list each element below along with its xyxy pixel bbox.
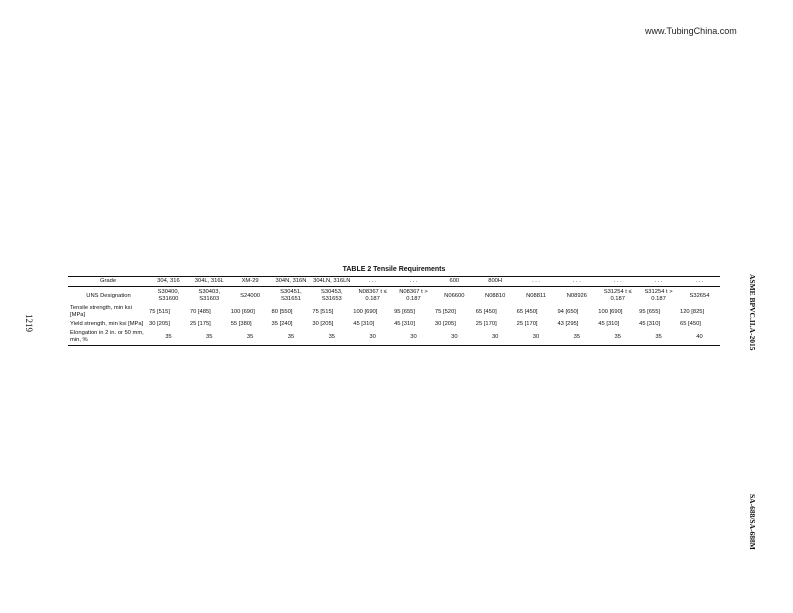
table-cell: 35 (287, 333, 295, 340)
table-cell: 30 [205] (434, 321, 456, 327)
table-cell: 45 [310] (639, 321, 661, 327)
table-cell: 35 (165, 333, 172, 340)
grade-cell: . . . (572, 278, 581, 284)
grade-cell: . . . (409, 278, 418, 284)
table-cell: 30 [205] (149, 321, 170, 327)
grade-cell: . . . (654, 278, 663, 284)
table-cell: S32654 (689, 292, 710, 299)
table-cell: S30451, S31651 (280, 289, 302, 302)
table-cell: 35 (573, 333, 581, 340)
table-cell: 40 (696, 333, 703, 340)
table-row-tensile (68, 304, 720, 320)
table-cell: 30 (491, 333, 499, 340)
grade-cell: . . . (531, 278, 541, 284)
table-cell: S30400, S31600 (157, 289, 180, 302)
table-cell: 75 [515] (312, 308, 334, 315)
table-cell: N06600 (444, 292, 465, 299)
row-label: Elongation in 2 in. or 50 mm, min, % (70, 330, 144, 343)
grade-cell: . . . (695, 278, 704, 284)
table-cell: 35 [240] (271, 321, 293, 327)
table-row-yield (68, 320, 720, 329)
table-cell: 75 [520] (434, 308, 456, 315)
table-caption: TABLE 2 Tensile Requirements (342, 266, 446, 273)
table-cell: 100 [690] (230, 308, 255, 315)
table-cell: N08367 t > 0.187 (399, 289, 428, 302)
grade-cell: 304LN, 316LN (313, 278, 351, 284)
grade-cell: XM-29 (241, 278, 259, 284)
tensile-requirements-table (68, 276, 720, 346)
table-cell: S24000 (240, 292, 261, 299)
table-cell: 30 [205] (312, 321, 334, 327)
grade-cell: . . . (368, 278, 377, 284)
table-cell: 30 (410, 333, 417, 340)
table-row-uns (68, 287, 720, 305)
table-cell: 45 [310] (598, 321, 620, 327)
table-cell: 65 [450] (679, 321, 701, 327)
grade-cell: 304L, 316L (194, 278, 224, 284)
table-cell: N08810 (485, 292, 506, 299)
table-cell: 30 (369, 333, 376, 340)
table-cell: 75 [515] (149, 308, 170, 315)
table-cell: N08926 (566, 292, 588, 299)
row-label: Yield strength, min ksi [MPa] (70, 321, 144, 327)
table-row-elongation (68, 329, 720, 346)
table-cell: 55 [380] (230, 321, 252, 327)
table-cell: 95 [655] (394, 308, 416, 315)
table-header-row (68, 277, 720, 287)
table-cell: 65 [450] (516, 308, 538, 315)
table-cell: 95 [655] (639, 308, 661, 315)
table-cell: 30 (532, 333, 540, 340)
grade-cell: 600 (449, 278, 460, 284)
table-cell: 94 [650] (557, 308, 579, 315)
table-cell: 35 (328, 333, 336, 340)
watermark: www.TubingChina.com (645, 26, 737, 36)
table-cell: 45 [310] (394, 321, 416, 327)
table-cell: 25 [170] (516, 321, 538, 327)
table-cell: 25 [175] (189, 321, 211, 327)
table-cell: 45 [310] (353, 321, 375, 327)
table-cell: 70 [485] (189, 308, 211, 315)
grade-header: Grade (99, 278, 117, 284)
grade-cell: 800H (488, 278, 503, 284)
table-cell: 35 (206, 333, 213, 340)
table-cell: 30 (451, 333, 458, 340)
table-cell: 80 [550] (271, 308, 293, 315)
row-label: Tensile strength, min ksi [MPa] (70, 305, 132, 318)
table-cell: 65 [450] (475, 308, 497, 315)
grade-cell: 304, 316 (157, 278, 180, 284)
table-cell: S30453, S31653 (320, 289, 343, 302)
table-cell: 35 (655, 333, 662, 340)
table-cell: 100 [690] (353, 308, 378, 315)
table-cell: 35 (246, 333, 254, 340)
table-cell: 25 [170] (475, 321, 497, 327)
table-cell: S31254 t > 0.187 (644, 289, 673, 302)
side-header-top: ASME BPVC.II.A-2015 (748, 274, 757, 351)
table-cell: 100 [690] (598, 308, 623, 315)
table-cell: 35 (614, 333, 621, 340)
page-number: 1219 (24, 314, 34, 332)
grade-cell: . . . (613, 278, 622, 284)
table-cell: 43 [295] (557, 321, 579, 327)
side-header-bottom: SA-688/SA-688M (748, 494, 757, 550)
table-cell: N08367 t ≤ 0.187 (358, 289, 387, 302)
table-cell: S31254 t ≤ 0.187 (603, 289, 632, 302)
table-cell: N08811 (526, 292, 546, 299)
row-label: UNS Designation (86, 292, 131, 299)
grade-cell: 304N, 316N (275, 278, 307, 284)
table-cell: 120 [825] (679, 308, 705, 315)
table-cell: S30403, S31603 (198, 289, 221, 302)
